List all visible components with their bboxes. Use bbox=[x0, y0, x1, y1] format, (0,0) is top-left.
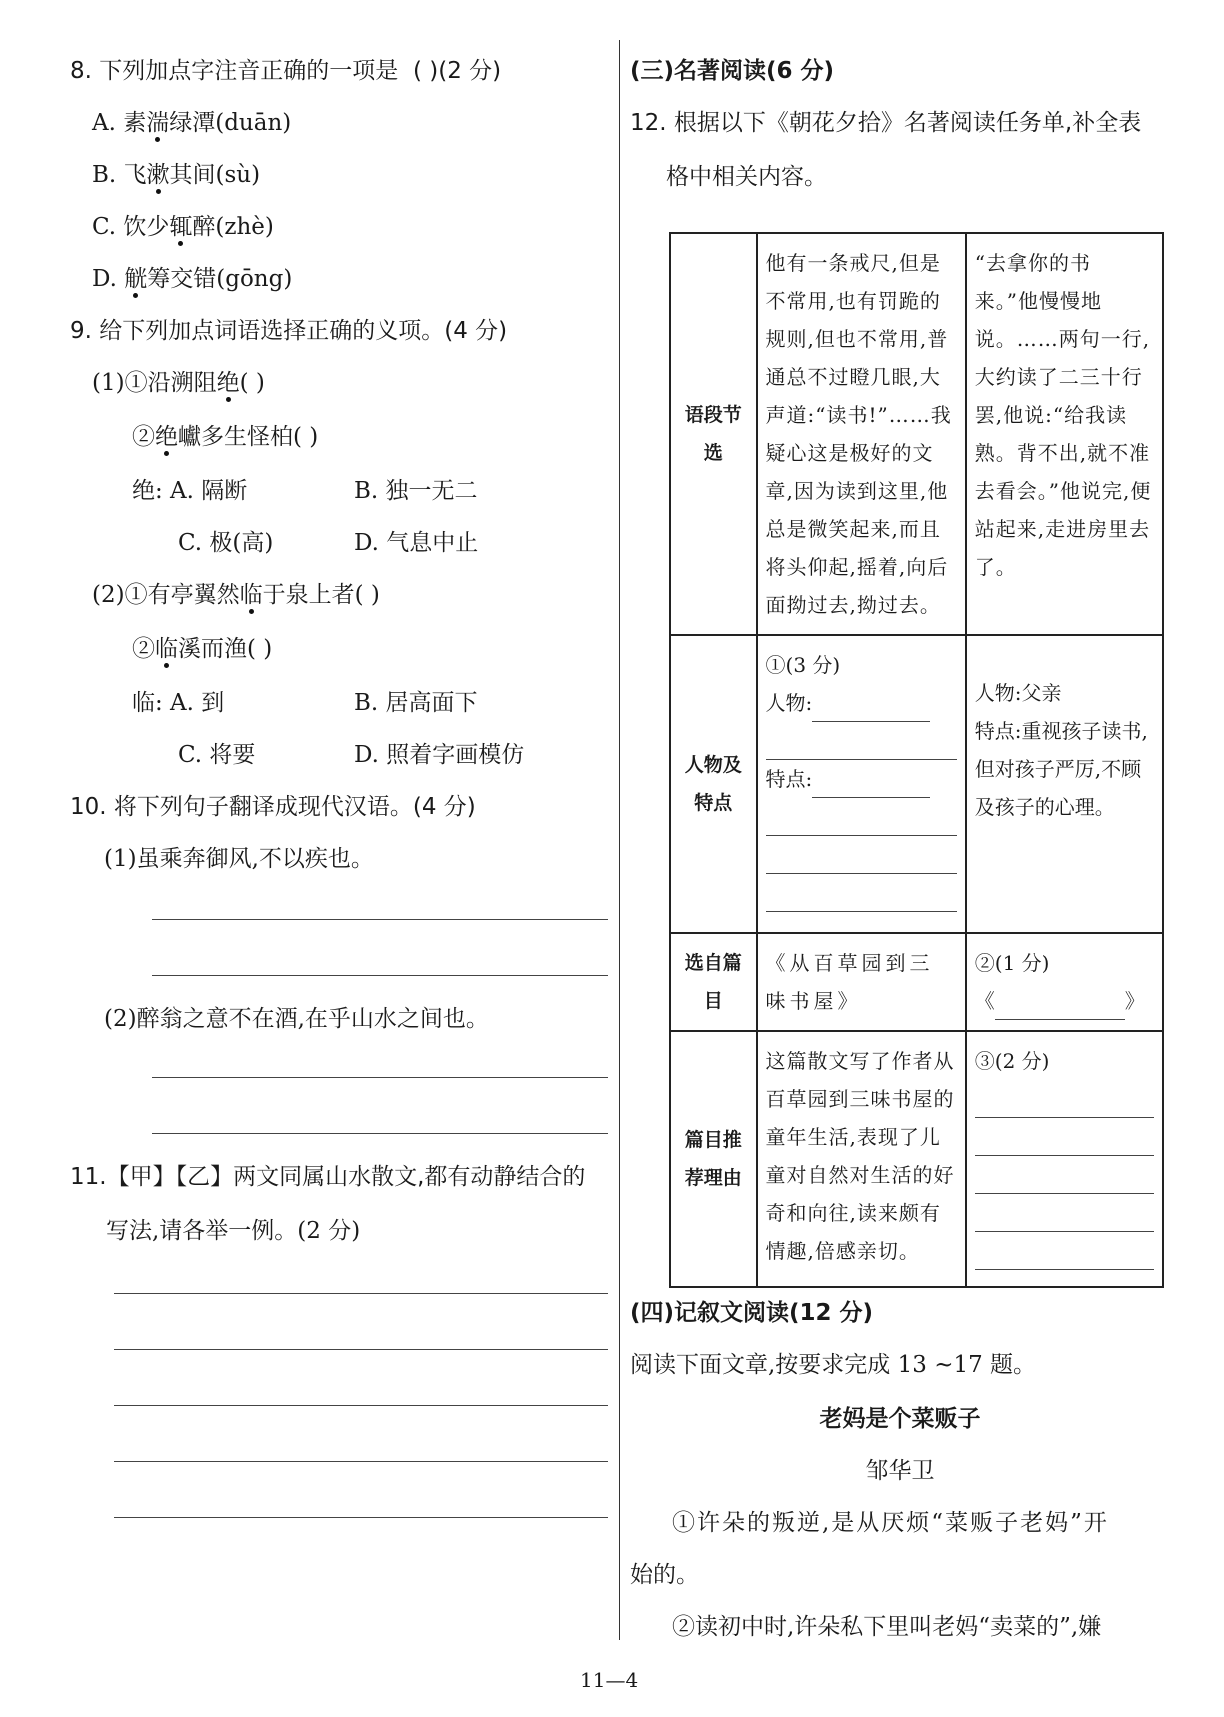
article-para-1-line1: ①许朵的叛逆,是从厌烦“菜贩子老妈”开 bbox=[672, 1510, 1109, 1536]
q9-jue-opt-d: D. 气息中止 bbox=[354, 530, 479, 556]
q8-d-post: 筹交错(gōng) bbox=[147, 266, 293, 292]
q10-answer-line-3[interactable] bbox=[152, 1076, 608, 1078]
character-blank-line-4[interactable] bbox=[766, 874, 957, 912]
table-row-recommend bbox=[670, 1031, 1163, 1287]
recommend-blank-line-4[interactable] bbox=[975, 1194, 1154, 1232]
character-trait-label: 特点: bbox=[765, 767, 813, 791]
q9-stem: 9. 给下列加点词语选择正确的义项。(4 分) bbox=[70, 318, 508, 344]
q8-stem-text: 8. 下列加点字注音正确的一项是 bbox=[70, 58, 399, 84]
q11-answer-line-2[interactable] bbox=[114, 1348, 608, 1350]
q8-c-pre: C. 饮少 bbox=[92, 214, 170, 240]
q8-b-dot: 漱 bbox=[146, 162, 170, 188]
q9-lin-label: 临: bbox=[132, 690, 163, 716]
table-head-recommend: 篇目推荐理由 bbox=[670, 1031, 757, 1287]
table-character-left bbox=[757, 635, 966, 933]
source-title-blank[interactable] bbox=[995, 997, 1125, 1020]
table-excerpt-right: “去拿你的书来。”他慢慢地说。……两句一行,大约读了二三十行罢,他说:“给我读熟。背不出,就不准去看会。”他说完,便站起来,走进房里去了。 bbox=[966, 233, 1163, 635]
recommend-blank-line-2[interactable] bbox=[975, 1118, 1154, 1156]
q8-option-a bbox=[92, 108, 291, 138]
q8-a-post: 绿潭(duān) bbox=[169, 110, 292, 136]
article-author: 邹华卫 bbox=[865, 1458, 935, 1484]
q9-lin-opt-d: D. 照着字画模仿 bbox=[354, 742, 525, 768]
q11-answer-line-5[interactable] bbox=[114, 1516, 608, 1518]
table-recommend-left: 这篇散文写了作者从百草园到三味书屋的童年生活,表现了儿童对自然对生活的好奇和向往,读来颇有情趣,倍感亲切。 bbox=[757, 1031, 966, 1287]
q9-jue-opt-b: B. 独一无二 bbox=[354, 478, 478, 504]
table-head-excerpt: 语段节选 bbox=[670, 233, 757, 635]
q8-b-pre: B. 飞 bbox=[92, 162, 147, 188]
q9-jue-opt-c: C. 极(高) bbox=[178, 530, 274, 556]
q8-d-dot: 觥 bbox=[124, 266, 148, 292]
q10-stem: 10. 将下列句子翻译成现代汉语。(4 分) bbox=[70, 794, 476, 820]
q9-part1-b bbox=[132, 422, 318, 452]
q9-jue-label: 绝: bbox=[132, 478, 163, 504]
q11-answer-line-4[interactable] bbox=[114, 1460, 608, 1462]
character-blank-line-2[interactable] bbox=[766, 798, 957, 836]
q8-b-post: 其间(sù) bbox=[169, 162, 261, 188]
q8-c-dot: 辄 bbox=[169, 214, 193, 240]
q9-part1-a bbox=[92, 368, 265, 398]
character-trait-blank[interactable] bbox=[812, 775, 930, 798]
character-person-label: 人物: bbox=[765, 691, 813, 715]
source-open-bracket: 《 bbox=[974, 989, 995, 1013]
article-para-1-line2: 始的。 bbox=[630, 1562, 699, 1588]
character-person-row bbox=[766, 684, 957, 722]
recommend-score: ③(2 分) bbox=[974, 1049, 1050, 1073]
table-head-source: 选自篇目 bbox=[670, 933, 757, 1031]
reading-task-table bbox=[669, 232, 1164, 1288]
q9-lin-opt-b: B. 居高面下 bbox=[354, 690, 478, 716]
table-source-right bbox=[966, 933, 1163, 1031]
q10-answer-line-4[interactable] bbox=[152, 1132, 608, 1134]
page-number: 11—4 bbox=[580, 1668, 639, 1692]
section-4-instruction: 阅读下面文章,按要求完成 13 ~17 题。 bbox=[630, 1352, 1037, 1378]
q9-p2b-post: 溪而渔( ) bbox=[178, 636, 273, 662]
table-row-character bbox=[670, 635, 1163, 933]
character-trait-row bbox=[766, 760, 957, 798]
q9-p1b-pre: ② bbox=[132, 424, 155, 450]
character-blank-line-1[interactable] bbox=[766, 722, 957, 760]
q10-answer-line-2[interactable] bbox=[152, 974, 608, 976]
source-title-row bbox=[975, 982, 1154, 1020]
q8-option-d bbox=[92, 264, 292, 294]
section-4-heading: (四)记叙文阅读(12 分) bbox=[630, 1300, 874, 1326]
q9-p2a-post: 于泉上者( ) bbox=[262, 582, 380, 608]
q12-stem-line2: 格中相关内容。 bbox=[666, 164, 827, 190]
q8-answer-paren: ( )(2 分) bbox=[413, 58, 502, 84]
table-excerpt-left: 他有一条戒尺,但是不常用,也有罚跪的规则,但也不常用,普通总不过瞪几眼,大声道:“读书!”……我疑心这是极好的文章,因为读到这里,他总是微笑起来,而且将头仰起,摇着,向后面拗过去,拗过去。 bbox=[757, 233, 966, 635]
q9-p1a-post: ( ) bbox=[239, 370, 265, 396]
article-para-2-line1: ②读初中时,许朵私下里叫老妈“卖菜的”,嫌 bbox=[672, 1614, 1102, 1640]
q9-lin-opt-c: C. 将要 bbox=[178, 742, 256, 768]
source-score: ②(1 分) bbox=[974, 951, 1050, 975]
q8-option-c bbox=[92, 212, 274, 242]
q8-option-b bbox=[92, 160, 260, 190]
q9-jue-opt-a: A. 隔断 bbox=[170, 478, 248, 504]
table-character-right bbox=[966, 635, 1163, 933]
table-row-excerpt bbox=[670, 233, 1163, 635]
q11-answer-line-3[interactable] bbox=[114, 1404, 608, 1406]
table-head-character: 人物及特点 bbox=[670, 635, 757, 933]
table-source-left: 《从百草园到三味书屋》 bbox=[757, 933, 966, 1031]
q8-a-dot: 湍 bbox=[146, 110, 170, 136]
q8-c-post: 醉(zhè) bbox=[192, 214, 274, 240]
father-trait: 特点:重视孩子读书,但对孩子严厉,不顾及孩子的心理。 bbox=[974, 719, 1148, 819]
q8-stem bbox=[70, 56, 398, 86]
character-score: ①(3 分) bbox=[765, 653, 841, 677]
q10-answer-line-1[interactable] bbox=[152, 918, 608, 920]
q10-sentence-1: (1)虽乘奔御风,不以疾也。 bbox=[104, 846, 374, 872]
q9-p1a-pre: (1)①沿溯阻 bbox=[92, 370, 217, 396]
q10-sentence-2: (2)醉翁之意不在酒,在乎山水之间也。 bbox=[104, 1006, 489, 1032]
q12-stem-line1: 12. 根据以下《朝花夕拾》名著阅读任务单,补全表 bbox=[630, 110, 1142, 136]
table-row-source bbox=[670, 933, 1163, 1031]
q8-d-pre: D. bbox=[92, 266, 125, 292]
recommend-blank-line-3[interactable] bbox=[975, 1156, 1154, 1194]
q8-a-pre: A. 素 bbox=[92, 110, 147, 136]
column-divider bbox=[619, 40, 620, 1640]
q9-p2b-pre: ② bbox=[132, 636, 155, 662]
recommend-blank-line-5[interactable] bbox=[975, 1232, 1154, 1270]
q9-part2-a bbox=[92, 580, 380, 610]
character-blank-line-3[interactable] bbox=[766, 836, 957, 874]
q11-answer-line-1[interactable] bbox=[114, 1292, 608, 1294]
q11-stem-line1: 11.【甲】【乙】两文同属山水散文,都有动静结合的 bbox=[70, 1164, 586, 1190]
table-recommend-right bbox=[966, 1031, 1163, 1287]
q9-p1b-post: 巘多生怪柏( ) bbox=[178, 424, 319, 450]
q9-part2-b bbox=[132, 634, 272, 664]
article-title: 老妈是个菜贩子 bbox=[819, 1406, 981, 1432]
q9-p2b-dot: 临 bbox=[155, 636, 178, 662]
father-person: 人物:父亲 bbox=[974, 681, 1062, 705]
source-close-bracket: 》 bbox=[1124, 989, 1145, 1013]
character-person-blank[interactable] bbox=[812, 699, 930, 722]
q11-stem-line2: 写法,请各举一例。(2 分) bbox=[106, 1218, 361, 1244]
q9-lin-opt-a: A. 到 bbox=[170, 690, 225, 716]
q9-p1b-dot: 绝 bbox=[155, 424, 178, 450]
q9-p2a-dot: 临 bbox=[239, 582, 263, 608]
q9-p1a-dot: 绝 bbox=[216, 370, 240, 396]
recommend-blank-line-1[interactable] bbox=[975, 1080, 1154, 1118]
q9-p2a-pre: (2)①有亭翼然 bbox=[92, 582, 240, 608]
section-3-heading: (三)名著阅读(6 分) bbox=[630, 58, 835, 84]
